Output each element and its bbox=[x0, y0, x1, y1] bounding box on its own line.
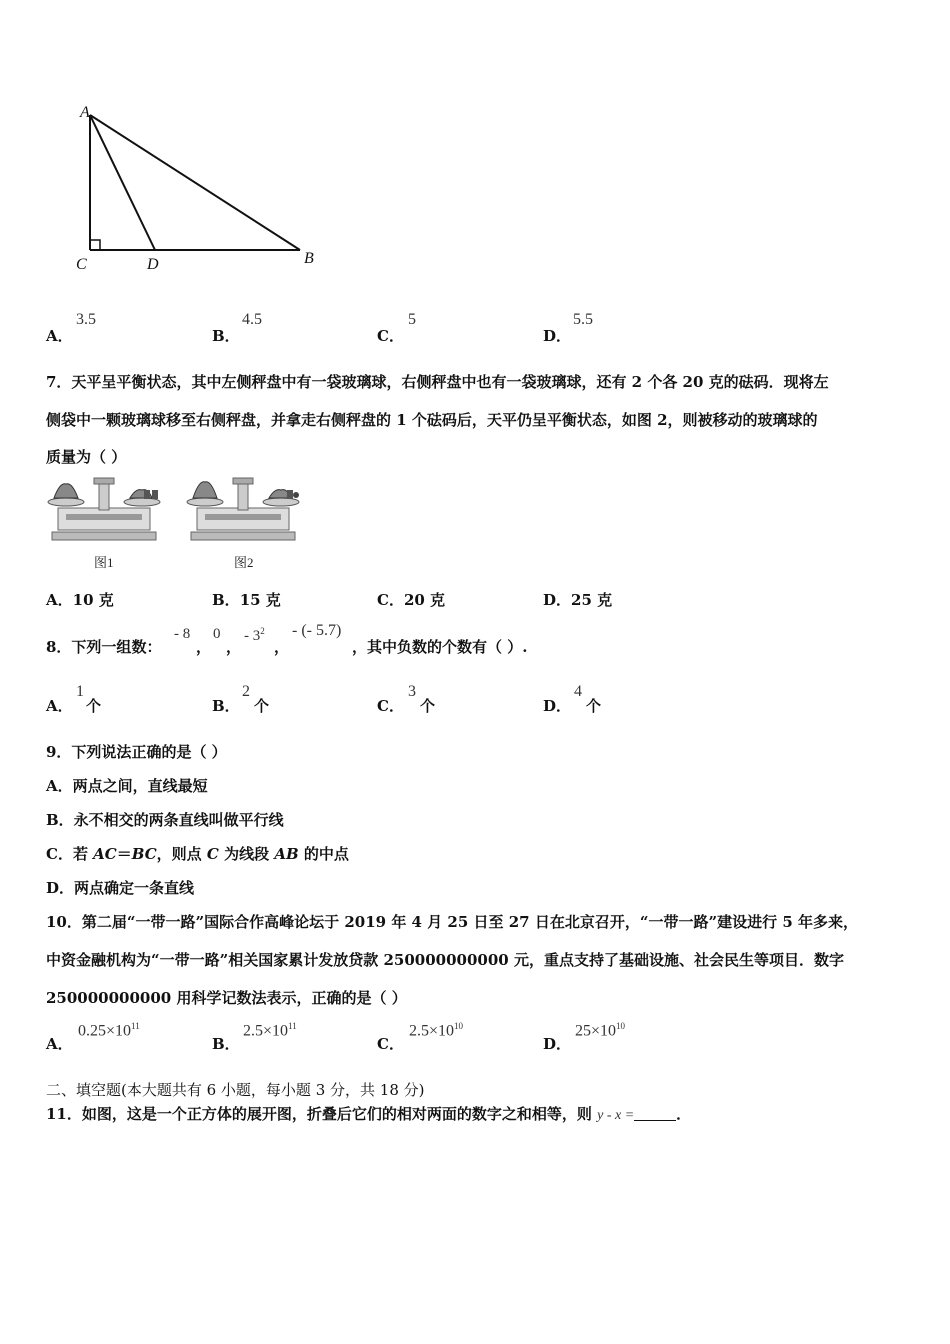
balance-figure-1 bbox=[44, 474, 166, 544]
q8-option-d-unit: 个 bbox=[586, 697, 602, 715]
balance-figure-2 bbox=[183, 474, 305, 544]
triangle-figure bbox=[60, 95, 330, 280]
q8-option-c-num: 3 bbox=[408, 683, 416, 700]
q8-num-2: 0 bbox=[213, 626, 221, 642]
q9-option-d[interactable]: D．两点确定一条直线 bbox=[46, 879, 195, 897]
q6-option-b[interactable]: B． bbox=[212, 327, 240, 345]
q10-line-3: 250000000000 用科学记数法表示，正确的是（ ） bbox=[46, 989, 407, 1007]
q9-option-a[interactable]: A．两点之间，直线最短 bbox=[46, 777, 208, 795]
q6-option-b-value: 4.5 bbox=[242, 311, 262, 328]
q9-option-b[interactable]: B．永不相交的两条直线叫做平行线 bbox=[46, 811, 284, 829]
label-a: A bbox=[80, 104, 90, 121]
q6-option-a[interactable]: A． bbox=[46, 327, 73, 345]
q7-option-c[interactable]: C．20 克 bbox=[377, 591, 446, 609]
q8-option-c[interactable]: C． bbox=[377, 697, 404, 715]
right-angle-mark bbox=[90, 240, 100, 250]
figure-1-caption: 图1 bbox=[94, 555, 114, 570]
q7-line-3: 质量为（ ） bbox=[46, 448, 127, 466]
label-c: C bbox=[76, 256, 87, 273]
label-d: D bbox=[147, 256, 159, 273]
q6-option-a-value: 3.5 bbox=[76, 311, 96, 328]
q10-option-a-value: $0.25\times 10^{11}$ bbox=[78, 1021, 140, 1040]
q8-option-a-num: 1 bbox=[76, 683, 84, 700]
q8-option-a[interactable]: A． bbox=[46, 697, 73, 715]
label-b: B bbox=[304, 250, 314, 267]
q8-option-b[interactable]: B． bbox=[212, 697, 240, 715]
q7-line-1: 7．天平呈平衡状态，其中左侧秤盘中有一袋玻璃球，右侧秤盘中也有一袋玻璃球，还有 2 个各 20 克的砝码．现将左 bbox=[46, 373, 829, 391]
q8-sep-2: ， bbox=[226, 638, 242, 656]
q8-sep-3: ， bbox=[274, 638, 290, 656]
q8-num-3: - $3^2$ bbox=[244, 626, 265, 644]
q11-text: 11．如图，这是一个正方体的展开图，折叠后它们的相对两面的数字之和相等，则 y - x = ． bbox=[46, 1105, 692, 1123]
q8-option-d-num: 4 bbox=[574, 683, 582, 700]
q8-option-c-unit: 个 bbox=[420, 697, 436, 715]
q6-option-d[interactable]: D． bbox=[543, 327, 572, 345]
q7-option-b[interactable]: B．15 克 bbox=[212, 591, 281, 609]
q7-option-a[interactable]: A．10 克 bbox=[46, 591, 114, 609]
q8-suffix: ，其中负数的个数有（ ）. bbox=[352, 638, 528, 656]
q8-num-1: - 8 bbox=[174, 626, 191, 642]
q8-option-b-num: 2 bbox=[242, 683, 250, 700]
q6-option-c-value: 5 bbox=[408, 311, 416, 328]
q9-option-c[interactable]: C．若 AC＝BC，则点 C 为线段 AB 的中点 bbox=[46, 845, 349, 863]
q10-line-1: 10．第二届“一带一路”国际合作高峰论坛于 2019 年 4 月 25 日至 27 日在北京召开，“一带一路”建设进行 5 年多来， bbox=[46, 913, 858, 931]
q7-option-d[interactable]: D．25 克 bbox=[543, 591, 613, 609]
q10-option-d[interactable]: D． bbox=[543, 1035, 572, 1053]
q10-option-d-value: $25\times 10^{10}$ bbox=[575, 1021, 626, 1040]
figure-2-caption: 图2 bbox=[234, 555, 254, 570]
q9-stem: 9．下列说法正确的是（ ） bbox=[46, 743, 227, 761]
q8-option-d[interactable]: D． bbox=[543, 697, 572, 715]
section-2-heading: 二、填空题(本大题共有 6 小题，每小题 3 分，共 18 分) bbox=[46, 1081, 425, 1099]
q6-option-c[interactable]: C． bbox=[377, 327, 404, 345]
q8-option-a-unit: 个 bbox=[86, 697, 102, 715]
q11-answer-blank[interactable] bbox=[634, 1106, 676, 1121]
q8-prefix: 8．下列一组数： bbox=[46, 638, 162, 656]
q8-option-b-unit: 个 bbox=[254, 697, 270, 715]
q7-line-2: 侧袋中一颗玻璃球移至右侧秤盘，并拿走右侧秤盘的 1 个砝码后，天平仍呈平衡状态，如图 2，则被移动的玻璃球的 bbox=[46, 411, 818, 429]
q10-option-a[interactable]: A． bbox=[46, 1035, 73, 1053]
q10-option-c-value: $2.5\times 10^{10}$ bbox=[409, 1021, 464, 1040]
q8-sep-1: ， bbox=[196, 638, 212, 656]
q8-num-4: - (- 5.7) bbox=[292, 622, 342, 639]
q10-option-b[interactable]: B． bbox=[212, 1035, 240, 1053]
q10-option-b-value: $2.5\times 10^{11}$ bbox=[243, 1021, 297, 1040]
q10-option-c[interactable]: C． bbox=[377, 1035, 404, 1053]
q6-option-d-value: 5.5 bbox=[573, 311, 593, 328]
q10-line-2: 中资金融机构为“一带一路”相关国家累计发放贷款 250000000000 元，重点支持了基础设施、社会民生等项目．数字 bbox=[46, 951, 844, 969]
